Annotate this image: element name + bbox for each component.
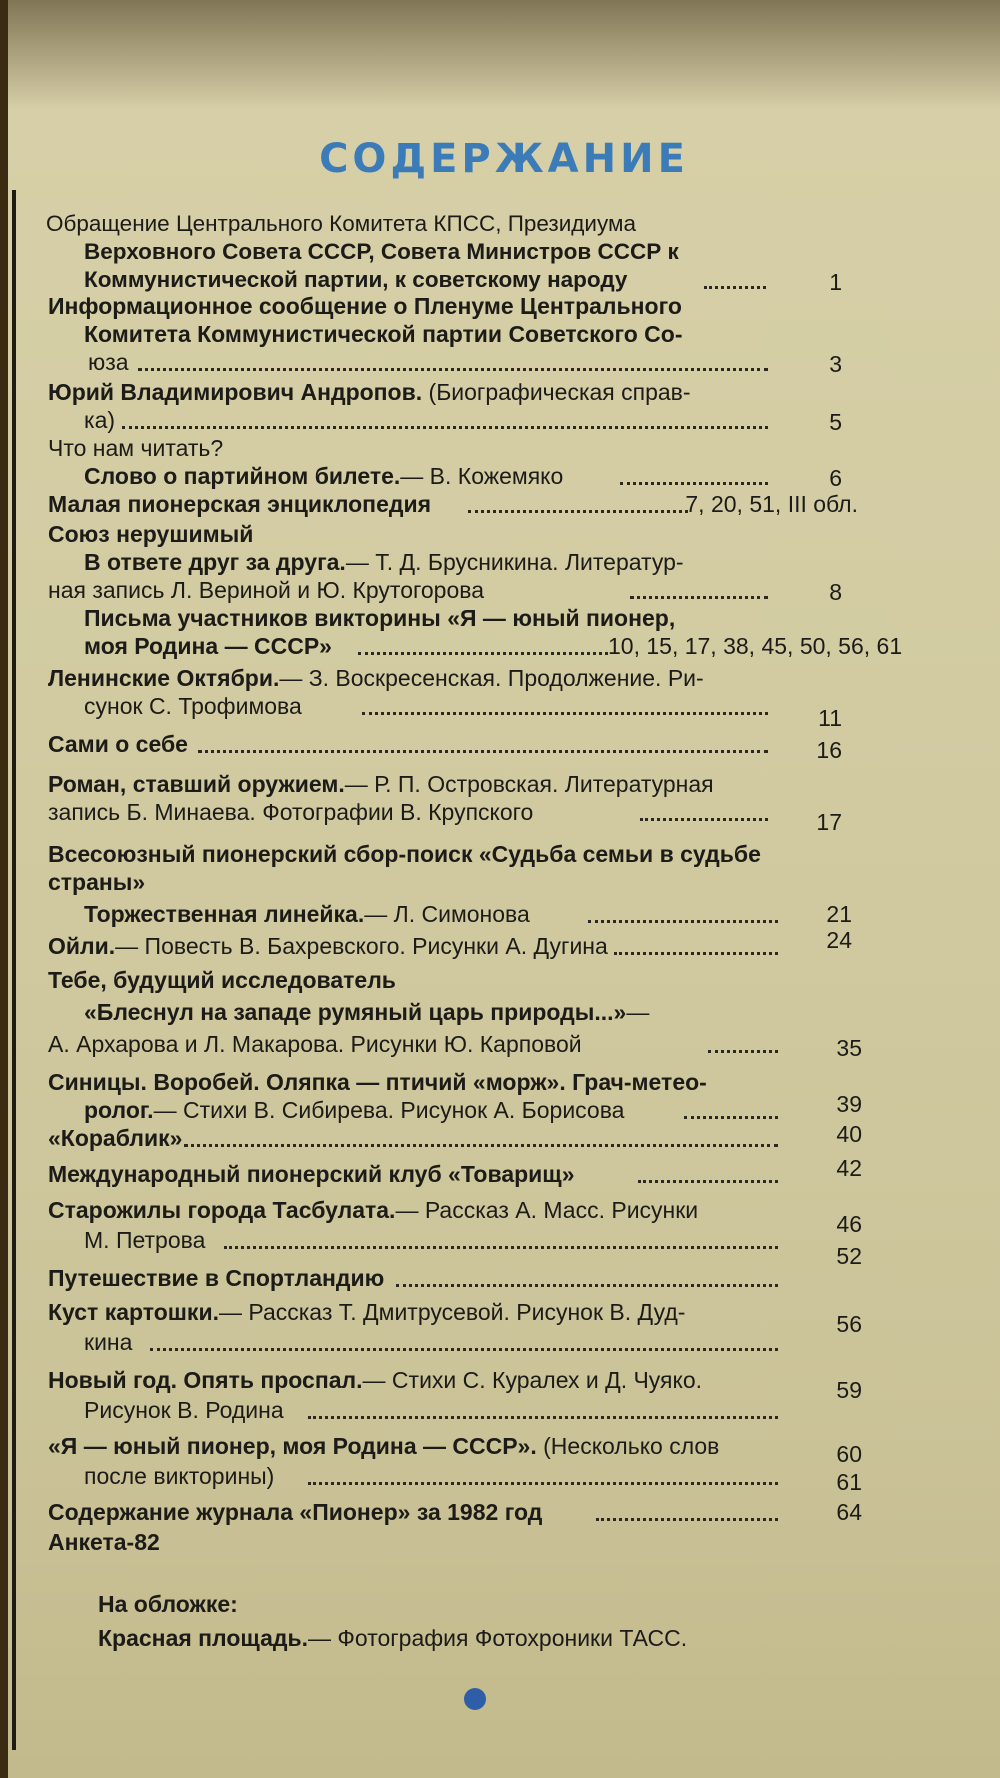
toc-entry-line [48, 1124, 182, 1152]
toc-entry-line: Всесоюзный пионерский сбор-поиск «Судьба семьи в судьбе [48, 841, 761, 867]
page-number: 35 [836, 1035, 862, 1061]
toc-entry-line [84, 462, 563, 490]
toc-title: ролог. [84, 1097, 154, 1123]
page-number: 8 [829, 579, 842, 605]
ornament-dot [464, 1688, 486, 1710]
toc-title: Роман, ставший оружием. [48, 771, 345, 797]
toc-entry-line: юза [88, 349, 129, 375]
toc-entry-line: М. Петрова [84, 1227, 206, 1253]
toc-entry-line: А. Архарова и Л. Макарова. Рисунки Ю. Карповой [48, 1031, 582, 1057]
toc-entry-line: кина [84, 1329, 133, 1355]
toc-title: Куст картошки. [48, 1299, 219, 1325]
toc-entry-line [84, 900, 530, 928]
toc-title: Анкета-82 [48, 1529, 160, 1555]
magazine-page [8, 0, 1000, 1778]
toc-title: Торжественная линейка. [84, 901, 365, 927]
toc-entry-line [48, 378, 691, 406]
toc-detail: — З. Воскресенская. Продолжение. Ри- [279, 665, 704, 691]
toc-section-heading: Что нам читать? [48, 435, 224, 461]
toc-entry-line [84, 548, 684, 576]
toc-detail: — Л. Симонова [364, 901, 530, 927]
toc-title: Малая пионерская энциклопедия [48, 491, 432, 517]
page-number: 59 [836, 1377, 862, 1403]
toc-title: Слово о партийном билете. [84, 463, 401, 489]
page-number: 17 [816, 809, 842, 835]
toc-entry-line: ная запись Л. Вериной и Ю. Крутогорова [48, 577, 484, 603]
toc-detail: — [626, 999, 650, 1025]
leader-dots [468, 510, 688, 513]
toc-detail: (Биографическая справ- [428, 379, 691, 405]
toc-detail: — Стихи В. Сибирева. Рисунок А. Борисова [153, 1097, 625, 1123]
toc-title: Ленинские Октябри. [48, 665, 280, 691]
toc-entry-line: Синицы. Воробей. Оляпка — птичий «морж». Грач-метео- [48, 1069, 707, 1095]
toc-entry-line: Рисунок В. Родина [84, 1397, 284, 1423]
toc-entry-line [48, 1264, 384, 1292]
toc-entry-line: страны» [48, 869, 146, 895]
toc-title: Новый год. Опять проспал. [48, 1367, 363, 1393]
toc-title: «Я — юный пионер, моя Родина — СССР». [48, 1433, 537, 1459]
toc-detail: — Р. П. Островская. Литературная [344, 771, 714, 797]
toc-entry-line: ка) [84, 407, 116, 433]
page-number: 24 [826, 927, 852, 953]
cover-title: Красная площадь. [98, 1625, 309, 1651]
toc-entry-line: запись Б. Минаева. Фотографии В. Крупского [48, 799, 534, 825]
cover-caption [98, 1624, 687, 1652]
toc-detail: — Т. Д. Брусникина. Литератур- [345, 549, 684, 575]
toc-entry-line: Обращение Центрального Комитета КПСС, Президиума [46, 211, 636, 236]
page-number: 16 [816, 737, 842, 763]
toc-entry-line [48, 1298, 685, 1326]
toc-entry-line [48, 1498, 542, 1526]
toc-title: Международный пионерский клуб «Товарищ» [48, 1161, 575, 1187]
leader-dots [150, 1348, 778, 1351]
toc-entry-line: Верховного Совета СССР, Совета Министров СССР к [84, 239, 679, 264]
page-number: 10, 15, 17, 38, 45, 50, 56, 61 [608, 633, 903, 659]
page-number: 21 [826, 901, 852, 927]
toc-entry-line [84, 1096, 624, 1124]
toc-entry-line [48, 1160, 575, 1188]
page-number: 56 [836, 1311, 862, 1337]
toc-entry-line [84, 998, 649, 1026]
toc-section-heading: Союз нерушимый [48, 521, 254, 547]
toc-entry-line: Комитета Коммунистической партии Советского Со- [84, 321, 683, 347]
leader-dots [184, 1144, 778, 1147]
cover-heading: На обложке: [98, 1591, 238, 1617]
page-number: 39 [836, 1091, 862, 1117]
toc-entry-line [48, 1196, 698, 1224]
toc-title: Сами о себе [48, 731, 188, 757]
toc-entry-line: Письма участников викторины «Я — юный пионер, [84, 605, 676, 631]
table-of-contents [8, 0, 1000, 1778]
toc-detail: (Несколько слов [543, 1433, 720, 1459]
page-number: 64 [836, 1499, 862, 1525]
toc-entry-line [48, 932, 608, 960]
toc-detail: — Стихи С. Куралех и Д. Чуяко. [362, 1367, 702, 1393]
toc-title: Ойли. [48, 933, 116, 959]
page-number: 40 [836, 1121, 862, 1147]
leader-dots [358, 652, 608, 655]
page-number: 11 [818, 705, 842, 731]
toc-title: «Кораблик» [48, 1125, 183, 1151]
toc-entry-line [48, 770, 714, 798]
toc-title: Содержание журнала «Пионер» за 1982 год [48, 1499, 543, 1525]
page-number: 5 [829, 409, 842, 435]
toc-entry-line [48, 490, 431, 518]
toc-title: Путешествие в Спортландию [48, 1265, 385, 1291]
leader-dots [396, 1284, 778, 1287]
toc-entry-line: Информационное сообщение о Пленуме Центрального [48, 293, 682, 319]
toc-detail: — Рассказ А. Масс. Рисунки [395, 1197, 699, 1223]
toc-entry-line [48, 664, 704, 692]
toc-section-heading: Тебе, будущий исследователь [48, 967, 396, 993]
toc-entry-line: сунок С. Трофимова [84, 693, 302, 719]
toc-detail: — В. Кожемяко [400, 463, 564, 489]
toc-entry-line: моя Родина — СССР» [84, 633, 332, 659]
toc-entry-line [48, 1432, 719, 1460]
page-number: 42 [836, 1155, 862, 1181]
leader-dots [308, 1416, 778, 1419]
toc-entry-line: Коммунистической партии, к советскому народу [84, 267, 628, 292]
page-number: 1 [829, 269, 842, 295]
toc-title: «Блеснул на западе румяный царь природы...» [84, 999, 627, 1025]
toc-entry-line [48, 1366, 702, 1394]
page-number: 60 [836, 1441, 862, 1467]
page-number: 52 [836, 1243, 862, 1269]
toc-entry-line [48, 1528, 160, 1556]
toc-title: Старожилы города Тасбулата. [48, 1197, 396, 1223]
toc-detail: — Рассказ Т. Дмитрусевой. Рисунок В. Дуд- [218, 1299, 686, 1325]
page-number: 3 [829, 351, 842, 377]
page-title: СОДЕРЖАНИЕ [319, 136, 689, 182]
toc-title: Юрий Владимирович Андропов. [48, 379, 423, 405]
page-number: 46 [836, 1211, 862, 1237]
toc-title: В ответе друг за друга. [84, 549, 346, 575]
page-number: 61 [836, 1469, 862, 1495]
toc-entry-line: после викторины) [84, 1463, 275, 1489]
leader-dots [638, 1180, 778, 1183]
toc-entry-line [48, 730, 188, 758]
page-number: 6 [829, 465, 842, 491]
toc-detail: — Повесть В. Бахревского. Рисунки А. Дугина [115, 933, 608, 959]
page-number: 7, 20, 51, III обл. [685, 491, 858, 517]
cover-credit: — Фотография Фотохроники ТАСС. [308, 1625, 688, 1651]
